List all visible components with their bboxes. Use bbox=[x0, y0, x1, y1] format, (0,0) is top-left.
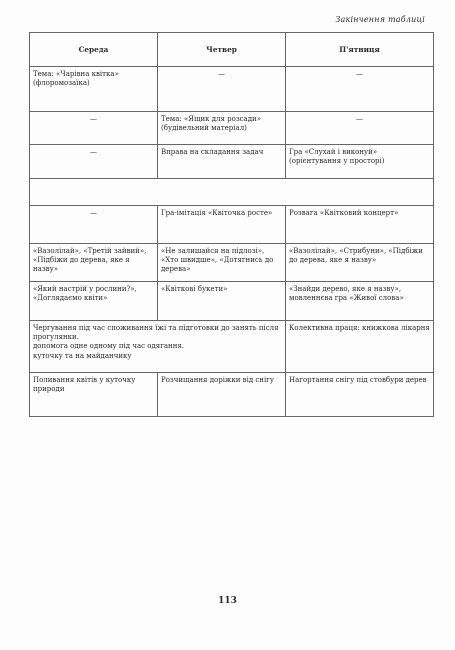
table-row bbox=[30, 282, 434, 321]
table-cell: — bbox=[286, 67, 434, 112]
table-cell: «Не залишайся на підлозі», «Хто швидше», «Дотягнись до дерева» bbox=[158, 244, 286, 282]
table-cell: Тема: «Ящик для розсади» (будівельний матеріал) bbox=[158, 112, 286, 145]
schedule-table bbox=[29, 32, 433, 417]
table-cell: — bbox=[30, 206, 158, 244]
table-cell: Розчищання доріжки від снігу bbox=[158, 373, 286, 417]
page-number: 113 bbox=[218, 596, 237, 606]
table-cell: «Вазолілай», «Третій зайвий», «Підбіжи до дерева, яке я назву» bbox=[30, 244, 158, 282]
table-cell: — bbox=[286, 112, 434, 145]
table-row bbox=[30, 373, 434, 417]
table-cell: Нагортання снігу під стовбури дерев bbox=[286, 373, 434, 417]
table-header-row bbox=[30, 33, 434, 67]
table-row-empty bbox=[30, 179, 434, 206]
header-thursday: Четвер bbox=[158, 33, 286, 67]
table-cell: Тема: «Чарівна квітка» (флоромозаїка) bbox=[30, 67, 158, 112]
table-cell: «Який настрій у рослини?», «Доглядаємо квіти» bbox=[30, 282, 158, 321]
header-wednesday: Середа bbox=[30, 33, 158, 67]
header-friday: П'ятниця bbox=[286, 33, 434, 67]
table-row bbox=[30, 206, 434, 244]
table-cell: Чергування під час споживання їжі та підготовки до занять після прогулянки. допомога одне одному під час одягання. куточку та на майданчику bbox=[30, 321, 286, 373]
table-row bbox=[30, 112, 434, 145]
table-cell: Розвага «Квітковий концерт» bbox=[286, 206, 434, 244]
table-row bbox=[30, 145, 434, 179]
table-row bbox=[30, 67, 434, 112]
table-cell: «Квіткові букети» bbox=[158, 282, 286, 321]
table-row bbox=[30, 321, 434, 373]
table-cell: — bbox=[30, 112, 158, 145]
table-cell: «Знайди дерево, яке я назву», мовленнєва гра «Живої слова» bbox=[286, 282, 434, 321]
table-cell: Гра «Слухай і виконуй» (орієнтування у просторі) bbox=[286, 145, 434, 179]
table-cell: «Вазолілай», «Стрибуни», «Підбіжи до дерева, яке я назву» bbox=[286, 244, 434, 282]
table-cell: Вправа на складання задач bbox=[158, 145, 286, 179]
table-cell: Гра-імітація «Квіточка росте» bbox=[158, 206, 286, 244]
table-continuation-caption: Закінчення таблиці bbox=[335, 15, 425, 24]
table-cell: Колективна праця: книжкова лікарня bbox=[286, 321, 434, 373]
table-cell: Поливання квітів у куточку природи bbox=[30, 373, 158, 417]
table-cell: — bbox=[30, 145, 158, 179]
table-cell: — bbox=[158, 67, 286, 112]
table-cell bbox=[30, 179, 434, 206]
table-row bbox=[30, 244, 434, 282]
